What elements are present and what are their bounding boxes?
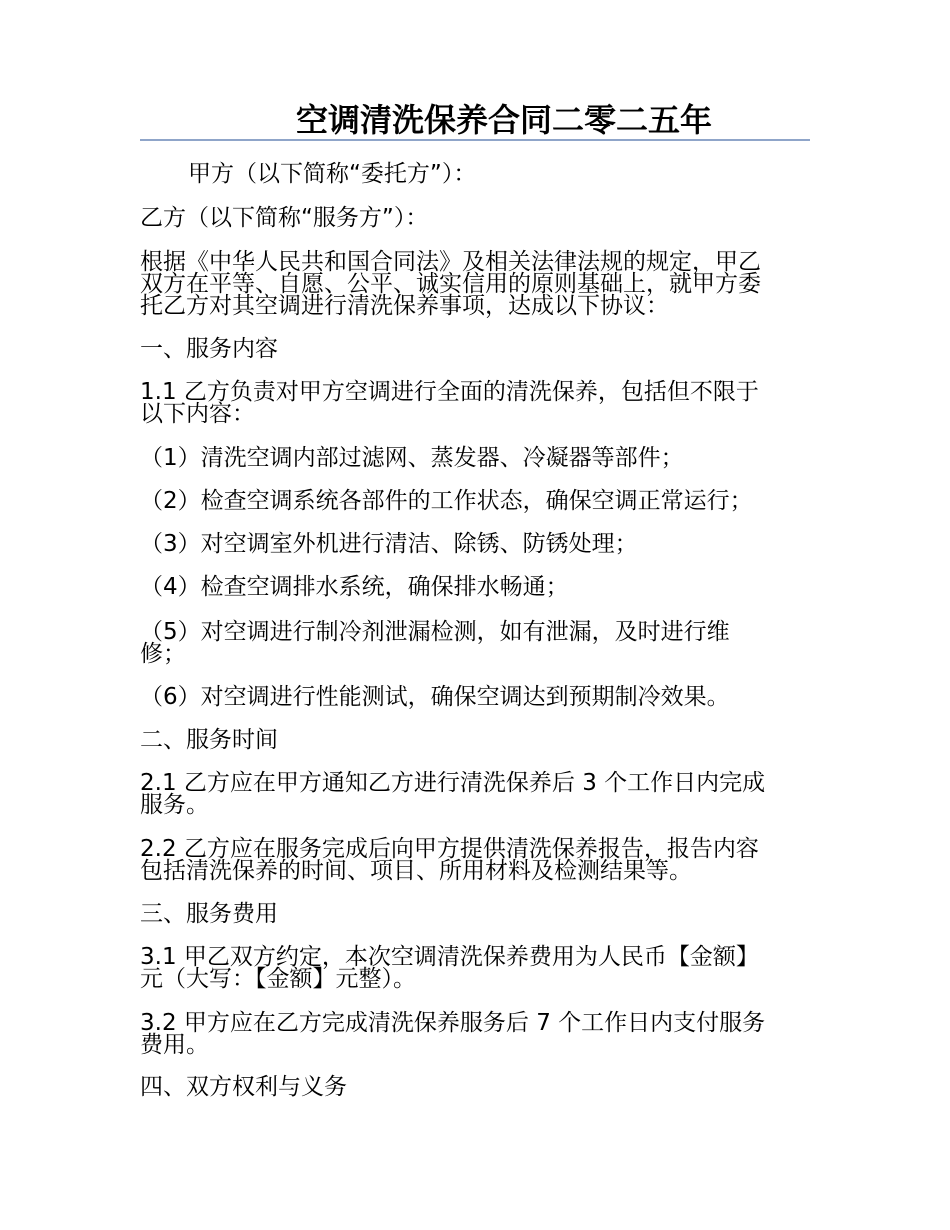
section-3-heading: 三、服务费用 [140, 901, 278, 927]
clause-3-2-line-2: 费用。 [140, 1032, 209, 1058]
clause-2-2-line-1: 2.2 乙方应在服务完成后向甲方提供清洗保养报告，报告内容 [140, 836, 759, 862]
party-b-line: 乙方（以下简称“服务方”）： [140, 205, 429, 231]
service-item-4: （4）检查空调排水系统，确保排水畅通； [140, 574, 569, 600]
clause-2-1-line-1: 2.1 乙方应在甲方通知乙方进行清洗保养后 3 个工作日内完成 [140, 770, 766, 796]
intro-line-2: 双方在平等、自愿、公平、诚实信用的原则基础上，就甲方委 [140, 271, 761, 297]
service-item-3: （3）对空调室外机进行清洁、除锈、防锈处理； [140, 531, 638, 557]
section-2-heading: 二、服务时间 [140, 727, 278, 753]
clause-3-1-line-2: 元（大写：【金额】元整）。 [140, 966, 416, 992]
document-title: 空调清洗保养合同二零二五年 [295, 101, 712, 139]
service-item-2: （2）检查空调系统各部件的工作状态，确保空调正常运行； [140, 488, 753, 514]
section-4-heading: 四、双方权利与义务 [140, 1074, 347, 1100]
clause-2-2-line-2: 包括清洗保养的时间、项目、所用材料及检测结果等。 [140, 858, 692, 884]
service-item-6: （6）对空调进行性能测试，确保空调达到预期制冷效果。 [140, 684, 730, 710]
clause-1-1-line-1: 1.1 乙方负责对甲方空调进行全面的清洗保养，包括但不限于 [140, 379, 759, 405]
intro-line-3: 托乙方对其空调进行清洗保养事项，达成以下协议： [140, 293, 669, 319]
service-item-5-line-2: 修； [140, 641, 186, 667]
party-a-line: 甲方（以下简称“委托方”）： [188, 161, 477, 187]
clause-2-1-line-2: 服务。 [140, 792, 209, 818]
service-item-5-line-1: （5）对空调进行制冷剂泄漏检测，如有泄漏，及时进行维 [140, 619, 730, 645]
intro-line-1: 根据《中华人民共和国合同法》及相关法律法规的规定，甲乙 [140, 249, 761, 275]
clause-3-1-line-1: 3.1 甲乙双方约定，本次空调清洗保养费用为人民币【金额】 [140, 944, 759, 970]
clause-3-2-line-1: 3.2 甲方应在乙方完成清洗保养服务后 7 个工作日内支付服务 [140, 1010, 766, 1036]
section-1-heading: 一、服务内容 [140, 336, 278, 362]
title-underline [140, 139, 810, 141]
service-item-1: （1）清洗空调内部过滤网、蒸发器、冷凝器等部件； [140, 445, 684, 471]
clause-1-1-line-2: 以下内容： [140, 401, 255, 427]
